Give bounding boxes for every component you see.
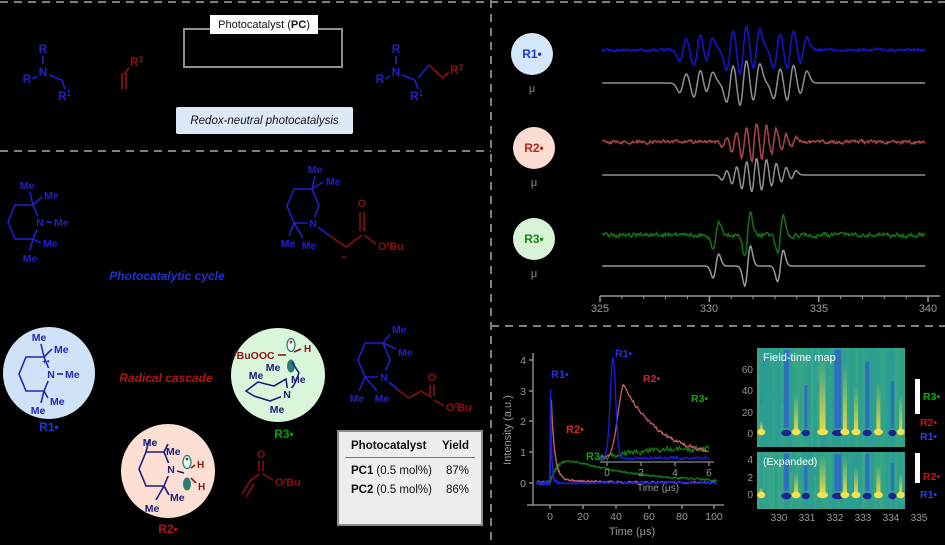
- map-right-labels: [920, 391, 940, 501]
- epr-tick-330: 330: [699, 303, 719, 315]
- yield-table: [337, 430, 483, 526]
- me-label: Me: [291, 374, 306, 386]
- me-label: Me: [54, 217, 69, 229]
- redox-neutral-banner: [176, 107, 353, 134]
- inset-xtick-2: 2: [638, 468, 644, 479]
- n-label: N: [380, 372, 388, 384]
- pc-label-prefix: Photocatalyst (: [218, 18, 291, 31]
- n-label: N: [47, 369, 55, 381]
- yield-table-header: [339, 432, 481, 457]
- map-bottom-marker-bar: [915, 453, 920, 483]
- map-ytick-0b: 0: [747, 490, 753, 501]
- epr-traces: [600, 26, 928, 302]
- pc2-name: PC2: [351, 484, 374, 496]
- carbanion-minus: −: [340, 250, 348, 264]
- ytick-3: 3: [520, 386, 526, 398]
- inset-r3-label: R3•: [691, 393, 709, 405]
- epr-tick-325: 325: [590, 303, 610, 315]
- epr-trace-R3-sim: [602, 246, 925, 286]
- h-label: H: [304, 344, 312, 355]
- inset-xtick-6: 6: [706, 468, 712, 479]
- map-ytick-40: 40: [741, 386, 753, 397]
- kinetics-r3-label: R3•: [586, 451, 604, 463]
- me-label: Me: [326, 176, 341, 188]
- map-ytick-0: 0: [747, 429, 753, 440]
- me-label: Me: [22, 253, 38, 265]
- epr-x-tick-labels: [591, 303, 937, 315]
- pc1-yield: 87%: [445, 465, 469, 477]
- yield-table-col-photocatalyst: Photocatalyst: [351, 440, 427, 452]
- radical-orbital-upper-lobe: [183, 456, 191, 469]
- n-label: N: [38, 65, 48, 79]
- kinetics-r1-label: R1•: [551, 369, 569, 381]
- map-ytick-4: 4: [747, 455, 753, 466]
- me-label: Me: [30, 405, 46, 417]
- yield-table-col-yield: Yield: [441, 440, 469, 452]
- tbuooc-label: $^t$BuOOC: [234, 349, 275, 362]
- r-label: R: [375, 72, 385, 86]
- ytick-0: 0: [520, 478, 526, 490]
- r2-label: $R^2$: [130, 55, 144, 69]
- me-label: Me: [307, 164, 323, 176]
- map-expanded-r2-label: R2•: [923, 471, 941, 483]
- xtick-40: 40: [610, 511, 622, 523]
- me-label: Me: [301, 240, 317, 252]
- epr-r3-label: R3•: [524, 232, 544, 246]
- xtick-20: 20: [577, 511, 589, 523]
- scheme-product: [376, 42, 464, 103]
- scheme-amine-substrate: [23, 42, 72, 103]
- ytick-2: 2: [520, 416, 526, 428]
- map-r1-label: R1•: [920, 431, 938, 443]
- epr-r3-mu-label: μ: [530, 268, 538, 280]
- o-label: O: [357, 198, 367, 210]
- xtick-60: 60: [643, 511, 655, 523]
- map-ytick-60: 60: [741, 365, 753, 376]
- o-label: O: [427, 372, 437, 384]
- radical-electron-dot: [186, 458, 189, 461]
- otbu-label: $O^tBu$: [446, 401, 472, 414]
- me-label: Me: [54, 344, 69, 356]
- kinetics-r2-label: R2•: [566, 424, 584, 436]
- map-xtick-335: 335: [910, 513, 928, 524]
- redox-banner-label: Redox-neutral photocatalysis: [190, 114, 339, 127]
- epr-r1-mu-label: μ: [528, 83, 536, 95]
- radical-orbital-upper-lobe: [287, 339, 295, 352]
- r2-label: $R^2$: [450, 63, 464, 77]
- otbu-label: $O^tBu$: [275, 476, 301, 489]
- me-label: Me: [280, 238, 296, 250]
- map-xtick-334: 334: [882, 513, 900, 524]
- n-label: N: [283, 389, 291, 401]
- n-label: N: [391, 65, 401, 79]
- inset-xtick-0: 0: [604, 468, 610, 479]
- inset-r2-label: R2•: [643, 373, 661, 385]
- map-xtick-331: 331: [798, 513, 816, 524]
- epr-r2-mu-label: μ: [530, 177, 538, 189]
- field-time-map-title: Field-time map: [763, 352, 836, 364]
- r-label: R: [22, 72, 32, 86]
- me-label: Me: [43, 238, 58, 250]
- r1-label: $R^1$: [410, 89, 424, 103]
- h-label: H: [197, 460, 205, 471]
- cycle-aminoalkyl-enolate-structure: [281, 164, 404, 264]
- ytick-1: 1: [520, 447, 526, 459]
- inset-xtick-4: 4: [672, 468, 678, 479]
- epr-trace-R1-exp: [602, 26, 925, 73]
- r2-radical-label: R2•: [158, 522, 178, 536]
- me-label: Me: [392, 324, 407, 336]
- radical-electron-dot: [290, 341, 293, 344]
- epr-trace-R2-sim: [602, 159, 925, 192]
- inset-r1-label: R1•: [615, 348, 633, 360]
- me-label: Me: [170, 492, 185, 504]
- r1-radical-label: R1•: [39, 420, 59, 434]
- map-y-tick-labels: [742, 365, 754, 501]
- me-label: Me: [44, 190, 59, 202]
- me-label: Me: [65, 369, 80, 381]
- epr-tick-340: 340: [918, 303, 938, 315]
- radical-cation-plusdot: +•: [42, 357, 50, 366]
- map-ytick-20: 20: [741, 408, 753, 419]
- xtick-0: 0: [547, 511, 553, 523]
- pc2-yield: 86%: [445, 484, 469, 496]
- scheme-alkene-substrate: [122, 55, 144, 89]
- me-label: Me: [142, 437, 158, 449]
- r3-radical-label: R3•: [274, 427, 294, 441]
- kinetics-inset-x-axis-label: Time (μs): [636, 483, 680, 494]
- epr-trace-R1-sim: [602, 61, 925, 105]
- kinetics-trace-R3•: [537, 461, 717, 484]
- table-row: [339, 477, 481, 496]
- me-label: Me: [398, 347, 413, 359]
- radical-cascade-title: Radical cascade: [119, 371, 213, 385]
- photocatalyst-condition-box: [183, 28, 343, 68]
- pc-label-suffix: ): [306, 18, 310, 31]
- n-label: N: [167, 464, 175, 476]
- photocatalytic-cycle-title: Photocatalytic cycle: [109, 269, 225, 283]
- table-row: [339, 458, 481, 477]
- acrylate-structure: [242, 449, 301, 497]
- r-label: R: [38, 42, 48, 56]
- me-label: Me: [248, 370, 264, 382]
- me-label: Me: [166, 446, 181, 458]
- map-r2-label: R2•: [920, 417, 938, 429]
- map-xtick-332: 332: [826, 513, 844, 524]
- epr-trace-R2-exp: [602, 124, 925, 161]
- pc1-loading: (0.5 mol%): [376, 465, 432, 477]
- pc1-name: PC1: [351, 465, 374, 477]
- kinetics-x-axis-label: Time (μs): [608, 526, 656, 538]
- kinetics-inset-axes: [600, 462, 714, 466]
- epr-trace-R3-exp: [602, 212, 925, 255]
- me-label: Me: [50, 396, 65, 408]
- photocatalyst-box-label: [210, 15, 318, 34]
- me-label: Me: [349, 393, 365, 405]
- pc-label-bold: PC: [290, 18, 307, 31]
- epr-r1-label: R1•: [522, 47, 542, 61]
- otbu-label: $O^tBu$: [378, 240, 404, 253]
- n-label: N: [309, 218, 317, 230]
- map-ytick-2: 2: [747, 473, 753, 484]
- pc2-loading: (0.5 mol%): [376, 484, 432, 496]
- ytick-4: 4: [520, 355, 526, 367]
- map-expanded-r1-label: R1•: [920, 489, 938, 501]
- me-label: Me: [269, 404, 285, 416]
- radical-orbital-lower-lobe: [183, 478, 191, 491]
- map-xtick-333: 333: [854, 513, 872, 524]
- me-label: Me: [144, 503, 160, 515]
- map-xtick-330: 330: [770, 513, 788, 524]
- map-x-tick-labels: [771, 513, 928, 524]
- me-label: Me: [265, 362, 281, 374]
- r1-label: $R^1$: [58, 89, 72, 103]
- field-time-map-panels: [757, 348, 914, 509]
- o-label: O: [256, 449, 266, 461]
- me-label: Me: [31, 332, 47, 344]
- kinetics-y-axis-label: Intensity (a.u.): [502, 395, 514, 465]
- epr-r2-label: R2•: [524, 141, 544, 155]
- cascade-product-structure: [350, 324, 472, 414]
- map-top-marker-bar: [915, 379, 920, 414]
- epr-tick-335: 335: [809, 303, 829, 315]
- me-label: Me: [19, 180, 35, 192]
- r-label: R: [391, 42, 401, 56]
- xtick-80: 80: [676, 511, 688, 523]
- map-r3-label: R3•: [923, 391, 941, 403]
- xtick-100: 100: [705, 511, 723, 523]
- cycle-photocatalyst-structure: [8, 180, 69, 265]
- me-label: Me: [374, 393, 390, 405]
- h-label: H: [198, 482, 206, 493]
- n-label: N: [36, 217, 44, 229]
- field-time-map-expanded-title: (Expanded): [763, 456, 818, 468]
